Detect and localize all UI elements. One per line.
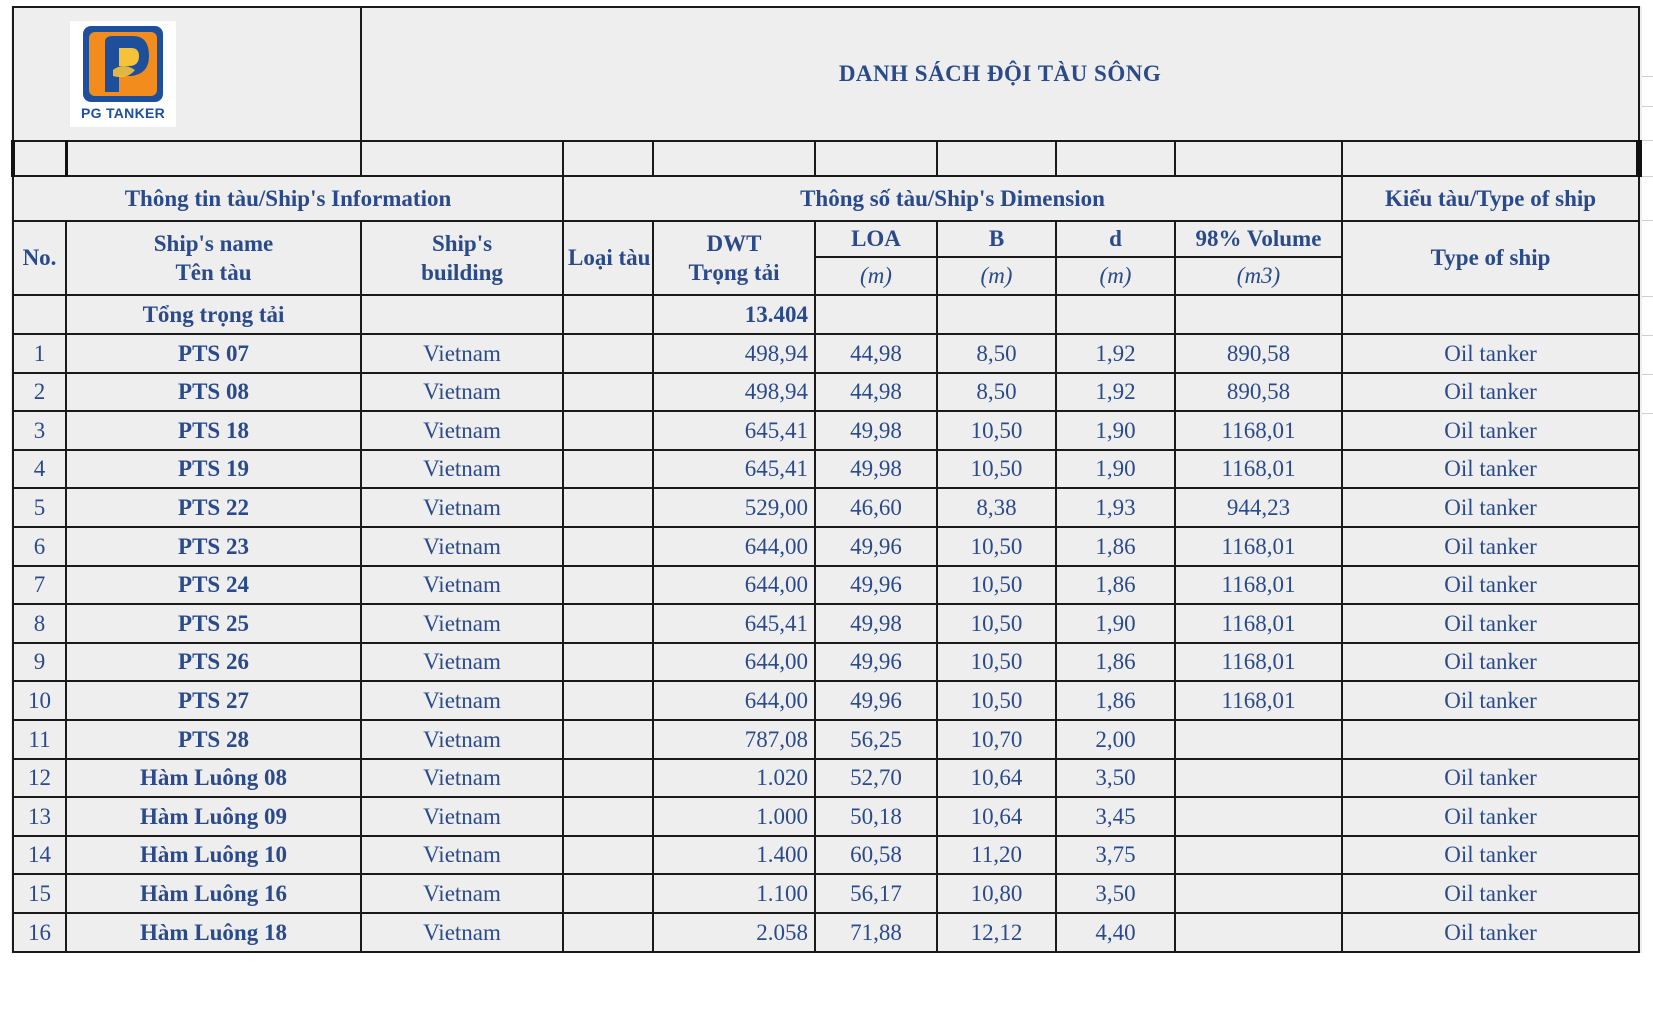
cell-dwt: 644,00 [653, 527, 815, 566]
table-row [13, 836, 1639, 875]
cell-d: 1,93 [1056, 488, 1175, 527]
table-row [13, 566, 1639, 605]
cell-b: 10,64 [937, 797, 1056, 836]
cell-loai-tau [563, 874, 653, 913]
cell-no: 11 [13, 720, 66, 759]
cell-loa: 56,25 [815, 720, 937, 759]
cell-no: 7 [13, 566, 66, 605]
cell-d: 1,86 [1056, 566, 1175, 605]
cell-loa: 50,18 [815, 797, 937, 836]
cell-d: 1,92 [1056, 334, 1175, 373]
table-row [13, 334, 1639, 373]
header-type: Type of ship [1342, 221, 1639, 295]
cell-b: 10,64 [937, 759, 1056, 798]
header-d: d [1056, 221, 1175, 257]
total-label: Tổng trọng tải [66, 295, 361, 334]
cell-b: 10,50 [937, 527, 1056, 566]
group-header-type: Kiểu tàu/Type of ship [1342, 176, 1639, 221]
empty-cell [1342, 141, 1639, 176]
cell-ship-name: PTS 22 [66, 488, 361, 527]
logo-cell [13, 7, 361, 141]
cell-no: 9 [13, 643, 66, 682]
cell-ship-name: PTS 19 [66, 450, 361, 489]
cell-d: 3,50 [1056, 874, 1175, 913]
cell-type: Oil tanker [1342, 373, 1639, 412]
cell-volume: 1168,01 [1175, 643, 1342, 682]
cell-dwt: 644,00 [653, 681, 815, 720]
empty-cell [1056, 295, 1175, 334]
header-dwt [653, 221, 815, 295]
cell-volume: 1168,01 [1175, 450, 1342, 489]
cell-loai-tau [563, 604, 653, 643]
cell-loai-tau [563, 488, 653, 527]
cell-no: 3 [13, 411, 66, 450]
cell-ship-name: Hàm Luông 18 [66, 913, 361, 952]
cell-b: 10,50 [937, 681, 1056, 720]
cell-dwt: 498,94 [653, 373, 815, 412]
cell-building: Vietnam [361, 874, 563, 913]
cell-type: Oil tanker [1342, 643, 1639, 682]
table-row [13, 643, 1639, 682]
cell-building: Vietnam [361, 527, 563, 566]
cell-ship-name: Hàm Luông 16 [66, 874, 361, 913]
empty-cell [563, 295, 653, 334]
header-loa: LOA [815, 221, 937, 257]
cell-building: Vietnam [361, 604, 563, 643]
cell-loa: 44,98 [815, 373, 937, 412]
cell-volume: 1168,01 [1175, 411, 1342, 450]
cell-loai-tau [563, 720, 653, 759]
cell-d: 4,40 [1056, 913, 1175, 952]
cell-d: 2,00 [1056, 720, 1175, 759]
empty-cell [1175, 295, 1342, 334]
cell-volume [1175, 836, 1342, 875]
cell-loa: 49,98 [815, 604, 937, 643]
header-building-line2: building [421, 260, 503, 285]
cell-b: 10,80 [937, 874, 1056, 913]
cell-volume: 944,23 [1175, 488, 1342, 527]
cell-loai-tau [563, 681, 653, 720]
header-building-line1: Ship's [431, 230, 493, 256]
cell-dwt: 2.058 [653, 913, 815, 952]
header-volume: 98% Volume [1175, 221, 1342, 257]
unit-volume: (m3) [1175, 257, 1342, 295]
empty-cell [937, 141, 1056, 176]
unit-d: (m) [1056, 257, 1175, 295]
cell-d: 3,50 [1056, 759, 1175, 798]
cell-loai-tau [563, 566, 653, 605]
cell-no: 1 [13, 334, 66, 373]
cell-building: Vietnam [361, 759, 563, 798]
spacer-row [13, 141, 1639, 176]
group-header-dimension: Thông số tàu/Ship's Dimension [563, 176, 1342, 221]
cell-loai-tau [563, 836, 653, 875]
cell-building: Vietnam [361, 797, 563, 836]
cell-type: Oil tanker [1342, 797, 1639, 836]
header-dwt-line2: Trọng tải [688, 260, 780, 285]
cell-ship-name: Hàm Luông 08 [66, 759, 361, 798]
header-ship-name-vi: Tên tàu [175, 260, 252, 285]
cell-type: Oil tanker [1342, 874, 1639, 913]
cell-ship-name: PTS 27 [66, 681, 361, 720]
cell-ship-name: PTS 07 [66, 334, 361, 373]
cell-b: 10,50 [937, 643, 1056, 682]
cell-ship-name: PTS 08 [66, 373, 361, 412]
cell-building: Vietnam [361, 450, 563, 489]
cell-no: 13 [13, 797, 66, 836]
cell-loa: 46,60 [815, 488, 937, 527]
empty-cell [1342, 295, 1639, 334]
cell-volume [1175, 874, 1342, 913]
cell-volume: 1168,01 [1175, 681, 1342, 720]
group-header-info: Thông tin tàu/Ship's Information [13, 176, 563, 221]
header-building [361, 221, 563, 295]
header-loai-tau: Loại tàu [563, 221, 653, 295]
cell-no: 15 [13, 874, 66, 913]
logo-swirl-icon [83, 26, 163, 102]
cell-no: 5 [13, 488, 66, 527]
cell-ship-name: Hàm Luông 09 [66, 797, 361, 836]
cell-d: 1,86 [1056, 681, 1175, 720]
cell-dwt: 529,00 [653, 488, 815, 527]
table-row [13, 488, 1639, 527]
header-ship-name [66, 221, 361, 295]
cell-type: Oil tanker [1342, 488, 1639, 527]
empty-cell [653, 141, 815, 176]
table-row [13, 720, 1639, 759]
cell-loa: 49,96 [815, 681, 937, 720]
cell-building: Vietnam [361, 836, 563, 875]
ship-rows [13, 334, 1639, 952]
cell-d: 1,90 [1056, 411, 1175, 450]
empty-cell [13, 141, 66, 176]
table-row [13, 450, 1639, 489]
cell-loai-tau [563, 334, 653, 373]
empty-cell [937, 295, 1056, 334]
table-row [13, 874, 1639, 913]
cell-volume: 890,58 [1175, 373, 1342, 412]
cell-volume: 1168,01 [1175, 566, 1342, 605]
cell-loa: 60,58 [815, 836, 937, 875]
cell-type: Oil tanker [1342, 836, 1639, 875]
cell-volume [1175, 759, 1342, 798]
cell-loai-tau [563, 797, 653, 836]
cell-loai-tau [563, 643, 653, 682]
cell-dwt: 644,00 [653, 566, 815, 605]
table-row [13, 681, 1639, 720]
empty-cell [815, 141, 937, 176]
header-b: B [937, 221, 1056, 257]
cell-dwt: 1.000 [653, 797, 815, 836]
cell-dwt: 645,41 [653, 450, 815, 489]
cell-volume: 890,58 [1175, 334, 1342, 373]
title-row [13, 7, 1639, 141]
cell-loa: 56,17 [815, 874, 937, 913]
cell-dwt: 1.020 [653, 759, 815, 798]
cell-type: Oil tanker [1342, 681, 1639, 720]
table-row [13, 759, 1639, 798]
table-row [13, 373, 1639, 412]
cell-dwt: 645,41 [653, 411, 815, 450]
empty-cell [361, 141, 563, 176]
cell-d: 3,45 [1056, 797, 1175, 836]
cell-b: 10,70 [937, 720, 1056, 759]
cell-building: Vietnam [361, 411, 563, 450]
cell-loai-tau [563, 411, 653, 450]
table-row [13, 604, 1639, 643]
cell-type: Oil tanker [1342, 566, 1639, 605]
total-row [13, 295, 1639, 334]
total-value: 13.404 [653, 295, 815, 334]
cell-d: 1,86 [1056, 643, 1175, 682]
cell-loa: 49,96 [815, 643, 937, 682]
cell-volume: 1168,01 [1175, 527, 1342, 566]
cell-loa: 52,70 [815, 759, 937, 798]
cell-no: 6 [13, 527, 66, 566]
cell-volume: 1168,01 [1175, 604, 1342, 643]
unit-loa: (m) [815, 257, 937, 295]
cell-building: Vietnam [361, 566, 563, 605]
cell-ship-name: PTS 28 [66, 720, 361, 759]
pg-tanker-logo [70, 21, 176, 127]
cell-no: 2 [13, 373, 66, 412]
cell-no: 14 [13, 836, 66, 875]
cell-type: Oil tanker [1342, 604, 1639, 643]
logo-text: PG TANKER [80, 104, 166, 121]
column-header-row [13, 221, 1639, 257]
cell-b: 10,50 [937, 604, 1056, 643]
cell-building: Vietnam [361, 643, 563, 682]
cell-type: Oil tanker [1342, 450, 1639, 489]
group-header-row [13, 176, 1639, 221]
empty-cell [815, 295, 937, 334]
table-row [13, 411, 1639, 450]
cell-loa: 49,96 [815, 566, 937, 605]
cell-ship-name: PTS 25 [66, 604, 361, 643]
cell-d: 3,75 [1056, 836, 1175, 875]
header-ship-name-en: Ship's name [153, 230, 274, 256]
cell-dwt: 498,94 [653, 334, 815, 373]
cell-loa: 49,96 [815, 527, 937, 566]
cell-loai-tau [563, 759, 653, 798]
cell-b: 8,38 [937, 488, 1056, 527]
cell-no: 16 [13, 913, 66, 952]
cell-b: 10,50 [937, 411, 1056, 450]
empty-cell [361, 295, 563, 334]
unit-b: (m) [937, 257, 1056, 295]
cell-dwt: 644,00 [653, 643, 815, 682]
cell-building: Vietnam [361, 334, 563, 373]
cell-type [1342, 720, 1639, 759]
cell-ship-name: PTS 18 [66, 411, 361, 450]
cell-d: 1,90 [1056, 604, 1175, 643]
cell-loa: 49,98 [815, 411, 937, 450]
cell-b: 8,50 [937, 334, 1056, 373]
empty-cell [1056, 141, 1175, 176]
cell-building: Vietnam [361, 488, 563, 527]
cell-building: Vietnam [361, 681, 563, 720]
empty-cell [1175, 141, 1342, 176]
cell-ship-name: PTS 23 [66, 527, 361, 566]
cell-type: Oil tanker [1342, 527, 1639, 566]
cell-type: Oil tanker [1342, 759, 1639, 798]
header-no: No. [13, 221, 66, 295]
cell-dwt: 1.400 [653, 836, 815, 875]
empty-cell [563, 141, 653, 176]
cell-d: 1,92 [1056, 373, 1175, 412]
cell-no: 8 [13, 604, 66, 643]
cell-loai-tau [563, 373, 653, 412]
ship-list-table [11, 6, 1642, 953]
table-row [13, 797, 1639, 836]
header-dwt-line1: DWT [706, 230, 762, 256]
cell-loa: 49,98 [815, 450, 937, 489]
cell-type: Oil tanker [1342, 913, 1639, 952]
cell-type: Oil tanker [1342, 411, 1639, 450]
cell-dwt: 645,41 [653, 604, 815, 643]
cell-loa: 44,98 [815, 334, 937, 373]
cell-building: Vietnam [361, 720, 563, 759]
cell-dwt: 1.100 [653, 874, 815, 913]
cell-loai-tau [563, 527, 653, 566]
cell-d: 1,90 [1056, 450, 1175, 489]
cell-building: Vietnam [361, 373, 563, 412]
cell-volume [1175, 797, 1342, 836]
cell-b: 12,12 [937, 913, 1056, 952]
cell-volume [1175, 720, 1342, 759]
table-row [13, 527, 1639, 566]
cell-loa: 71,88 [815, 913, 937, 952]
cell-b: 10,50 [937, 566, 1056, 605]
cell-ship-name: Hàm Luông 10 [66, 836, 361, 875]
cell-ship-name: PTS 26 [66, 643, 361, 682]
cell-b: 11,20 [937, 836, 1056, 875]
cell-dwt: 787,08 [653, 720, 815, 759]
cell-type: Oil tanker [1342, 334, 1639, 373]
cell-b: 10,50 [937, 450, 1056, 489]
cell-no: 10 [13, 681, 66, 720]
empty-cell [13, 295, 66, 334]
cell-volume [1175, 913, 1342, 952]
cell-ship-name: PTS 24 [66, 566, 361, 605]
cell-no: 12 [13, 759, 66, 798]
logo-badge-icon [83, 26, 163, 102]
cell-loai-tau [563, 450, 653, 489]
cell-b: 8,50 [937, 373, 1056, 412]
cell-loai-tau [563, 913, 653, 952]
empty-cell [66, 141, 361, 176]
table-row [13, 913, 1639, 952]
cell-building: Vietnam [361, 913, 563, 952]
cell-d: 1,86 [1056, 527, 1175, 566]
cell-no: 4 [13, 450, 66, 489]
page-title: DANH SÁCH ĐỘI TÀU SÔNG [361, 7, 1639, 141]
